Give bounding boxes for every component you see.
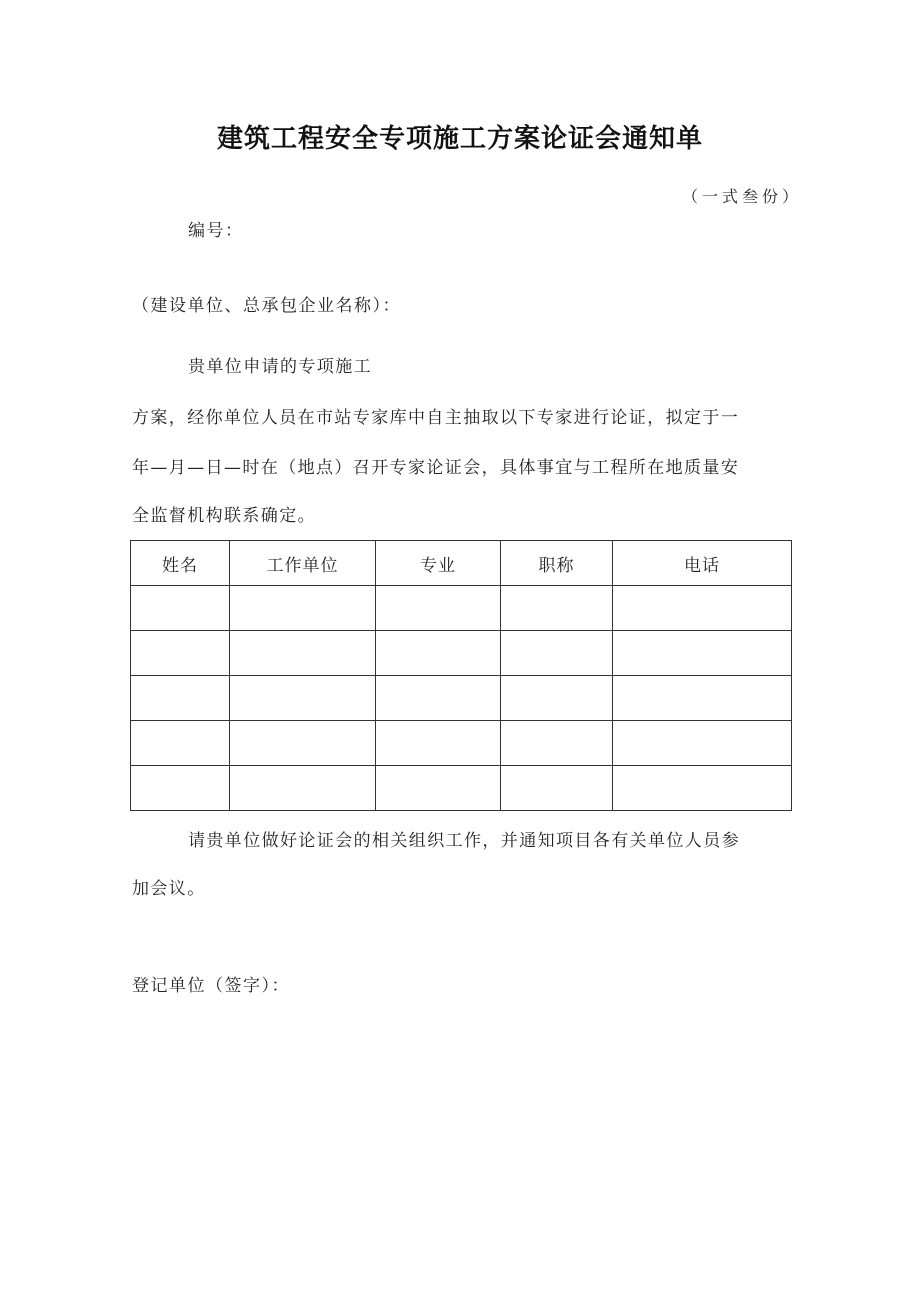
- table-cell[interactable]: [131, 631, 230, 676]
- table-cell[interactable]: [376, 676, 501, 721]
- paragraph1-line1: 贵单位申请的专项施工: [188, 357, 372, 377]
- signature-label: 登记单位（签字）：: [132, 976, 290, 996]
- table-row: [131, 631, 792, 676]
- paragraph1-line4: 全监督机构联系确定。: [132, 506, 316, 526]
- table-cell[interactable]: [376, 631, 501, 676]
- expert-table: [130, 540, 792, 811]
- header-specialty: 专业: [376, 541, 501, 586]
- document-title: 建筑工程安全专项施工方案论证会通知单: [216, 124, 703, 154]
- table-cell[interactable]: [230, 631, 376, 676]
- table-row: [131, 676, 792, 721]
- table-cell[interactable]: [131, 721, 230, 766]
- table-cell[interactable]: [230, 766, 376, 811]
- table-cell[interactable]: [230, 676, 376, 721]
- serial-number-label: 编号：: [188, 221, 244, 241]
- table-cell[interactable]: [131, 586, 230, 631]
- table-cell[interactable]: [613, 676, 792, 721]
- table-header-row: [131, 541, 792, 586]
- copies-note: （一式叁份）: [681, 187, 802, 206]
- table-cell[interactable]: [376, 721, 501, 766]
- header-work-unit: 工作单位: [230, 541, 376, 586]
- table-row: [131, 586, 792, 631]
- table-cell[interactable]: [501, 766, 613, 811]
- table-cell[interactable]: [613, 631, 792, 676]
- paragraph1-line3: 年—月—日—时在（地点）召开专家论证会，具体事宜与工程所在地质量安: [132, 458, 740, 478]
- header-title: 职称: [501, 541, 613, 586]
- table-cell[interactable]: [230, 721, 376, 766]
- addressee-label: （建设单位、总承包企业名称）：: [132, 296, 401, 316]
- table-cell[interactable]: [613, 766, 792, 811]
- table-cell[interactable]: [230, 586, 376, 631]
- table-row: [131, 721, 792, 766]
- header-phone: 电话: [613, 541, 792, 586]
- table-cell[interactable]: [376, 586, 501, 631]
- table-row: [131, 766, 792, 811]
- table-cell[interactable]: [501, 676, 613, 721]
- header-name: 姓名: [131, 541, 230, 586]
- table-cell[interactable]: [613, 586, 792, 631]
- table-cell[interactable]: [501, 586, 613, 631]
- table-cell[interactable]: [131, 766, 230, 811]
- table-cell[interactable]: [376, 766, 501, 811]
- table-cell[interactable]: [613, 721, 792, 766]
- paragraph2-line2: 加会议。: [132, 879, 206, 899]
- paragraph2-line1: 请贵单位做好论证会的相关组织工作，并通知项目各有关单位人员参: [188, 831, 740, 851]
- table-cell[interactable]: [501, 631, 613, 676]
- table-cell[interactable]: [131, 676, 230, 721]
- paragraph1-line2: 方案，经你单位人员在市站专家库中自主抽取以下专家进行论证，拟定于一: [132, 408, 740, 428]
- table-cell[interactable]: [501, 721, 613, 766]
